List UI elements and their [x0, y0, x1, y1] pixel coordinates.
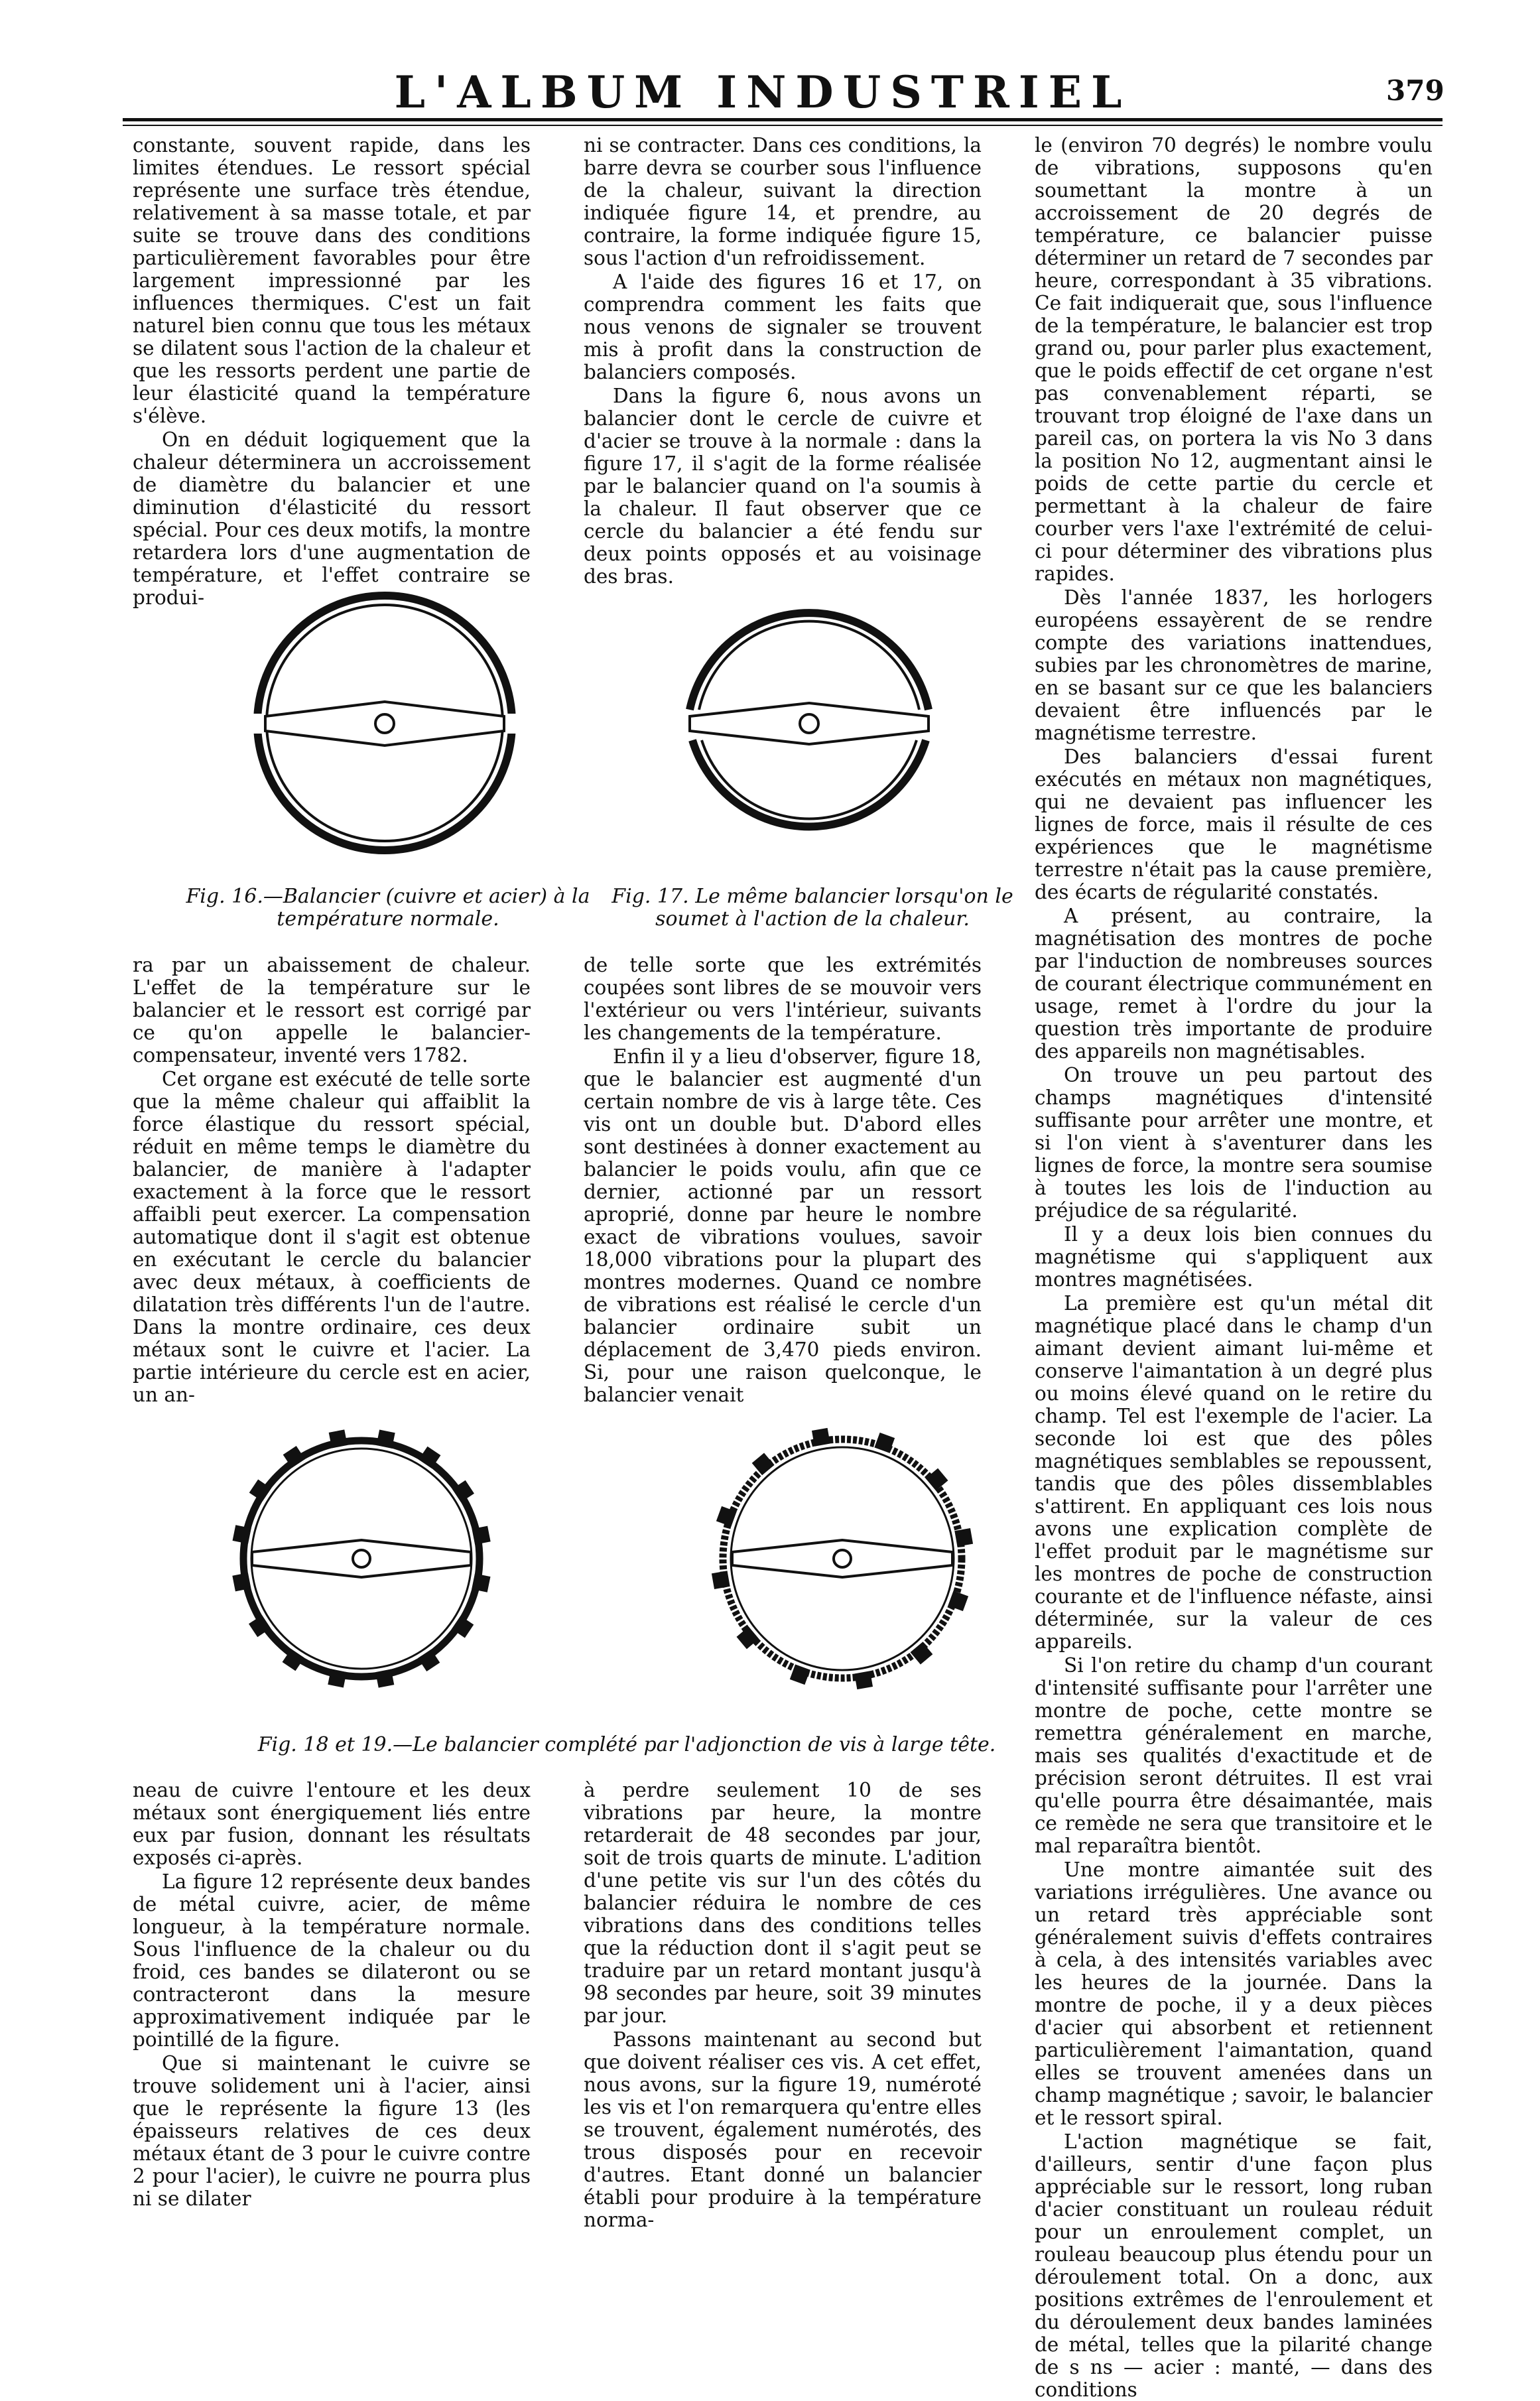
paragraph: Des balanciers d'essai furent exécutés en métaux non magnétiques, qui ne devaient pas influencer les lignes de force, mais il résulte de ces expériences que le magnétisme terrestre n'était pas la cause première, des écarts de régularité constatés. [1035, 746, 1433, 903]
screw-head-icon [233, 1525, 251, 1543]
column-3 [1035, 134, 1433, 2401]
screw-head-icon [232, 1573, 251, 1591]
paragraph: ra par un abaissement de chaleur. L'effet de la température sur le balancier et le ressort est corrigé par ce qu'on appelle le balancier-compensateur, inventé vers 1782. [133, 954, 531, 1067]
column-1-middle [133, 954, 531, 1406]
paragraph: neau de cuivre l'entoure et les deux métaux sont énergiquement liés entre eux par fusion, donnant les résultats exposés ci-après. [133, 1779, 531, 1869]
figure-16-caption: Fig. 16.—Balancier (cuivre et acier) à la température normale. [186, 885, 590, 931]
screw-head-icon [954, 1528, 973, 1547]
figure-16-balance-wheel [245, 584, 524, 862]
column-2-top [584, 134, 982, 588]
paragraph: Que si maintenant le cuivre se trouve solidement uni à l'acier, ainsi que le représente la figure 13 (les épaisseurs relatives de ces deux métaux étant de 3 pour le cuivre contre 2 pour l'acier), le cuivre ne pourra plus ni se dilater [133, 2052, 531, 2210]
screw-head-icon [472, 1573, 490, 1592]
running-title: L'ALBUM INDUSTRIEL [394, 66, 1131, 118]
paragraph: On en déduit logiquement que la chaleur déterminera un accroissement de diamètre du balancier et une diminution d'élasticité du ressort spécial. Pour ces deux motifs, la montre retardera lors d'une augmentation de température, et l'effet contraire se produi- [133, 428, 531, 609]
paragraph: de telle sorte que les extrémités coupées sont libres de se mouvoir vers l'extérieur ou vers l'intérieur, suivants les changements de la température. [584, 954, 982, 1044]
figure-17-balance-wheel-heated [670, 584, 948, 862]
screw-head-icon [376, 1430, 395, 1449]
paragraph: Passons maintenant au second but que doivent réaliser ces vis. A cet effet, nous avons, sur la figure 19, numéroté les vis et l'on remarquera qu'entre elles se trouvent, également numérotés, des trous disposés pour en recevoir d'autres. Etant donné un balancier établi pour produire à la température norma- [584, 2028, 982, 2231]
paragraph: Enfin il y a lieu d'observer, figure 18, que le balancier est augmenté d'un certain nombre de vis à large tête. Ces vis ont un double but. D'abord elles sont destinées à donner exactement au balancier le poids voulu, afin que ce dernier, actionné par un ressort aproprié, donne par heure le nombre exact de vibrations voulues, savoir 18,000 vibrations pour la plupart des montres modernes. Quand ce nombre de vibrations est réalisé le cercle d'un balancier ordinaire subit un déplacement de 3,470 pieds environ. Si, pour une raison quelconque, le balancier venait [584, 1045, 982, 1406]
screw-head-icon [472, 1526, 491, 1545]
paragraph: Si l'on retire du champ d'un courant d'intensité suffisante pour l'arrêter une montre de poche, cette montre se remettra généralement en marche, mais ses qualités d'exactitude et de précision seront détruites. Il est vrai qu'elle pourra être désaimantée, mais ce remède ne sera que transitoire et le mal reparaîtra bientôt. [1035, 1654, 1433, 1857]
header-rule [123, 118, 1443, 121]
column-1-top [133, 134, 531, 609]
figure-18-19-caption: Fig. 18 et 19.—Le balancier complété par l'adjonction de vis à large tête. [257, 1733, 996, 1756]
screw-head-icon [329, 1429, 348, 1448]
paragraph: Il y a deux lois bien connues du magnétisme qui s'appliquent aux montres magnétisées. [1035, 1223, 1433, 1291]
paragraph: La première est qu'un métal dit magnétique placé dans le champ d'un aimant devient aimant lui-même et conserve l'aimantation à un degré plus ou moins élevé quand on le retire du champ. Tel est l'exemple de l'acier. La seconde loi est que des pôles magnétiques semblables se repoussent, tandis que des pôles dissemblables s'attirent. En appliquant ces lois nous avons une explication complète de l'effet produit par le magnétisme sur les montres de poche de construction courante et de l'influence néfaste, ainsi déterminée, sur la valeur de ces appareils. [1035, 1292, 1433, 1653]
paragraph: ni se contracter. Dans ces conditions, la barre devra se courber sous l'influence de la chaleur, suivant la direction indiquée figure 14, et prendre, au contraire, la forme indiquée figure 15, sous l'action d'un refroidissement. [584, 134, 982, 269]
paragraph: L'action magnétique se fait, d'ailleurs, sentir d'une façon plus appréciable sur le ressort, long ruban d'acier constituant un rouleau réduit pour un enroulement complet, un rouleau beaucoup plus étendu pour un déroulement total. On a donc, aux positions extrêmes de l'enroulement et du déroulement deux bandes laminées de métal, telles que la pilarité change de s ns — acier : manté, — dans des conditions [1035, 2130, 1433, 2401]
figure-19-balance-numbered-screws [690, 1399, 995, 1718]
figure-18-balance-with-screws [219, 1413, 504, 1705]
paragraph: La figure 12 représente deux bandes de métal cuivre, acier, de même longueur, à la température normale. Sous l'influence de la chaleur ou du froid, ces bandes se dilateront ou se contracteront dans la mesure approximativement indiquée par le pointillé de la figure. [133, 1870, 531, 2051]
screw-head-icon [790, 1664, 810, 1685]
screw-head-icon [874, 1433, 895, 1453]
figure-17-caption: Fig. 17. Le même balancier lorsqu'on le soumet à l'action de la chaleur. [611, 885, 1013, 931]
screw-head-icon [328, 1669, 346, 1687]
screw-head-icon [375, 1669, 394, 1688]
paragraph: le (environ 70 degrés) le nombre voulu de vibrations, supposons qu'en soumettant la montre à un accroissement de 20 degrés de température, ce balancier puisse déterminer un retard de 7 secondes par heure, correspondant à 35 vibrations. Ce fait indiquerait que, sous l'influence de la température, le balancier est trop grand ou, pour parler plus exactement, que le poids effectif de cet organe n'est pas convenablement réparti, se trouvant trop éloigné de l'axe dans un pareil cas, on portera la vis No 3 dans la position No 12, augmentant ainsi le poids de cette partie du cercle et permettant à la chaleur de faire courber vers l'axe l'extrémité de celui-ci pour déterminer des vibrations plus rapides. [1035, 134, 1433, 585]
column-1-bottom [133, 1779, 531, 2324]
header-rule-thin [123, 125, 1443, 126]
paragraph: constante, souvent rapide, dans les limites étendues. Le ressort spécial représente une surface très étendue, relativement à sa masse totale, et par suite se trouve dans des conditions particulièrement favorables pour être largement impressionné par les influences thermiques. C'est un fait naturel bien connu que tous les métaux se dilatent sous l'action de la chaleur et que les ressorts perdent une partie de leur élasticité quand la température s'élève. [133, 134, 531, 427]
paragraph: à perdre seulement 10 de ses vibrations par heure, la montre retarderait de 48 secondes par jour, soit de trois quarts de minute. L'adition d'une petite vis sur l'un des côtés du balancier réduira le nombre de ces vibrations dans des conditions telles que la réduction dont il s'agit peut se traduire par un retard montant jusqu'à 98 secondes par heure, soit 39 minutes par jour. [584, 1779, 982, 2027]
paragraph: A l'aide des figures 16 et 17, on comprendra comment les faits que nous venons de signaler se trouvent mis à profit dans la construction de balanciers composés. [584, 271, 982, 383]
screw-head-icon [854, 1671, 873, 1689]
paragraph: A présent, au contraire, la magnétisation des montres de poche par l'induction de nombreuses sources de courant électrique communément en usage, remet à l'ordre du jour la question très importante de produire des appareils non magnétisables. [1035, 905, 1433, 1063]
page-number: 379 [1386, 74, 1444, 107]
column-2-middle [584, 954, 982, 1406]
column-2-bottom [584, 1779, 982, 2324]
paragraph: Une montre aimantée suit des variations irrégulières. Une avance ou un retard très appréciable sont généralement suivis d'effets contraires à cela, à des intensités variables avec les heures de la journée. Dans la montre de poche, il y a deux pièces d'acier qui absorbent et retiennent particulièrement l'aimantation, quand elles se trouvent amenées dans un champ magnétique ; savoir, le balancier et le ressort spiral. [1035, 1858, 1433, 2129]
screw-head-icon [712, 1571, 730, 1589]
screw-head-icon [812, 1428, 830, 1447]
paragraph: On trouve un peu partout des champs magnétiques d'intensité suffisante pour arrêter une montre, et si l'on vient à s'aventurer dans les lignes de force, la montre sera soumise à toutes les lois de l'induction au préjudice de sa régularité. [1035, 1064, 1433, 1222]
paragraph: Dans la figure 6, nous avons un balancier dont le cercle de cuivre et d'acier se trouve à la normale : dans la figure 17, il s'agit de la forme réalisée par le balancier quand on l'a soumis à la chaleur. Il faut observer que ce cercle du balancier a été fendu sur deux points opposés et au voisinage des bras. [584, 385, 982, 588]
paragraph: Dès l'année 1837, les horlogers européens essayèrent de se rendre compte des variations inattendues, subies par les chronomètres de marine, en se basant sur ce que les balanciers devaient être influencés par le magnétisme terrestre. [1035, 586, 1433, 744]
paragraph: Cet organe est exécuté de telle sorte que la même chaleur qui affaiblit la force élastique du ressort spécial, réduit en même temps le diamètre du balancier, de manière à l'adapter exactement à la force que le ressort affaibli peut exercer. La compensation automatique dont il s'agit est obtenue en exécutant le cercle du balancier avec deux métaux, à coefficients de dilatation très différents l'un de l'autre. Dans la montre ordinaire, ces deux métaux sont le cuivre et l'acier. La partie intérieure du cercle est en acier, un an- [133, 1068, 531, 1406]
